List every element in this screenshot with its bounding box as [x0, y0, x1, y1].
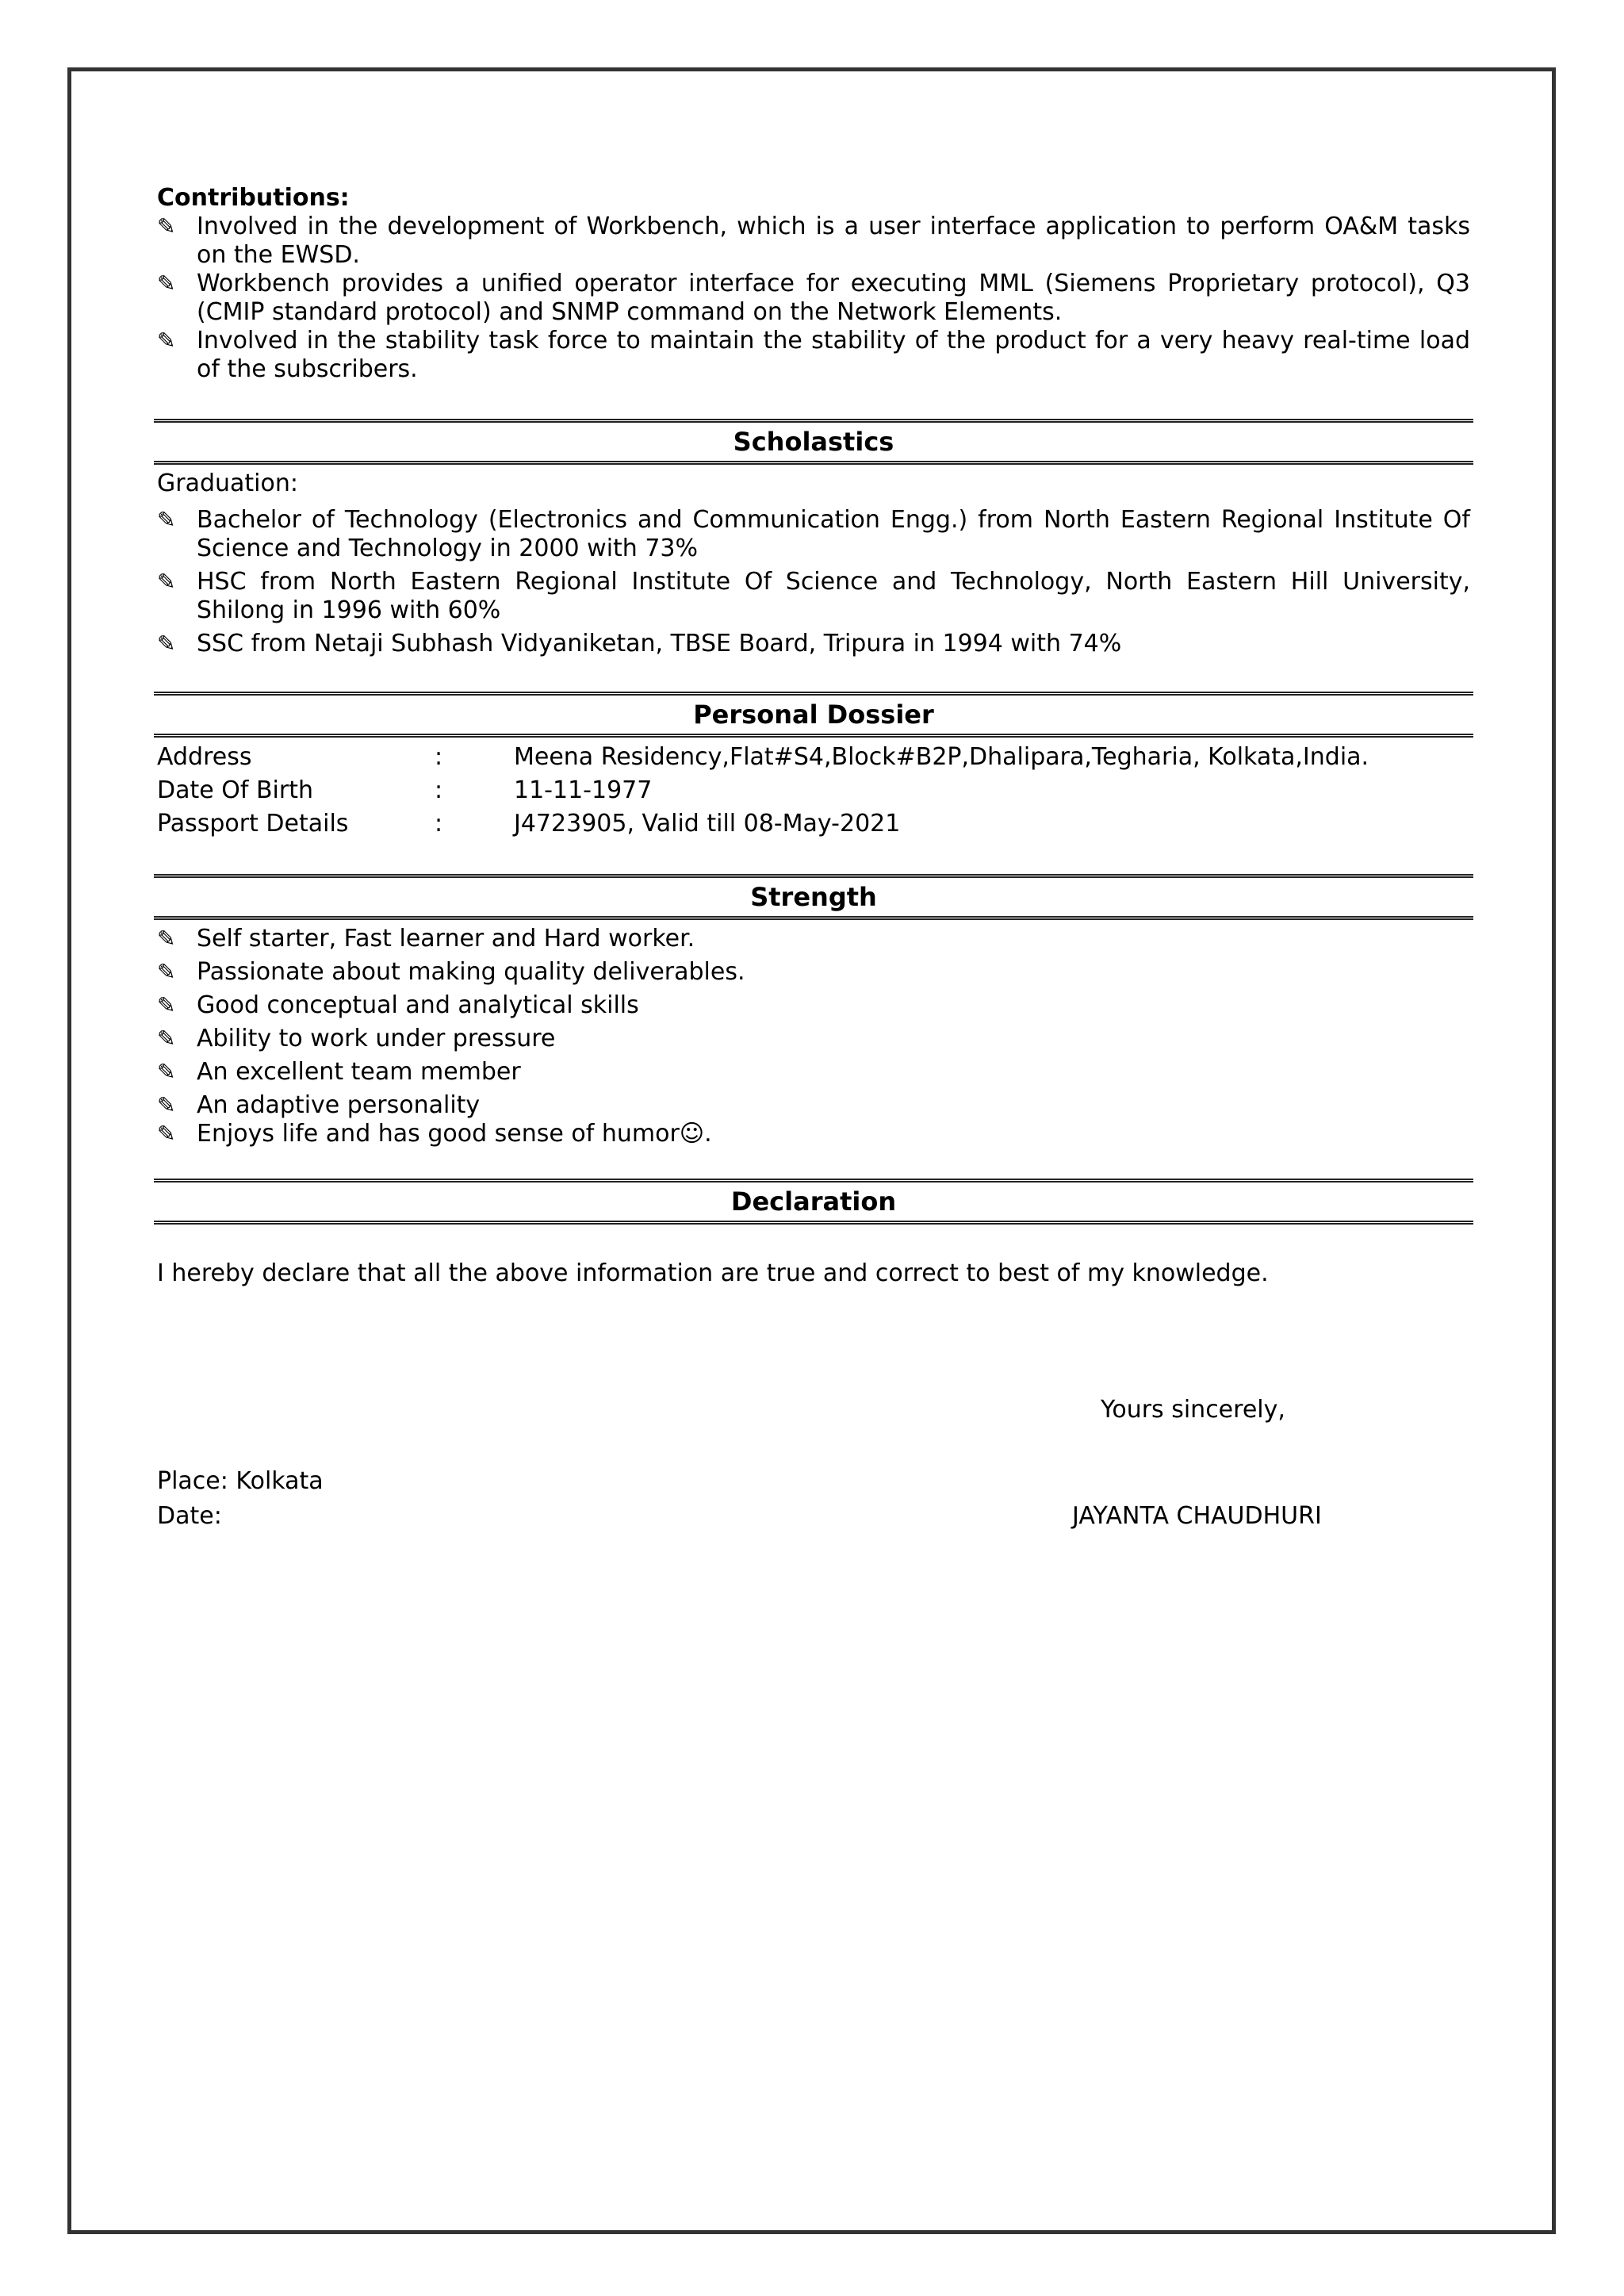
list-item: [157, 270, 1470, 327]
list-item: [157, 630, 1470, 658]
list-item-text: Bachelor of Technology (Electronics and Communication Engg.) from North Eastern Regional Institute Of Science and Technology in 2000 with 73%: [197, 506, 1470, 562]
scholastics-list: [157, 506, 1470, 658]
hand-pointer-icon: ✎: [157, 569, 176, 595]
list-item: [157, 506, 1470, 563]
list-item-text: Enjoys life and has good sense of humor☺.: [197, 1120, 712, 1148]
dossier-colon: :: [435, 776, 443, 804]
hand-pointer-icon: ✎: [157, 1059, 176, 1085]
list-item-text: Involved in the development of Workbench, which is a user interface application to perform OA&M tasks on the EWSD.: [197, 213, 1470, 269]
list-item: [157, 925, 1470, 953]
dossier-label: Address: [157, 743, 252, 771]
section-header-personal-dossier: Personal Dossier: [154, 692, 1473, 738]
dossier-table: [157, 741, 1470, 841]
dossier-value: 11-11-1977: [514, 776, 653, 804]
hand-pointer-icon: ✎: [157, 959, 176, 985]
list-item: [157, 1025, 1470, 1053]
list-item-text: SSC from Netaji Subhash Vidyaniketan, TBSE Board, Tripura in 1994 with 74%: [197, 630, 1122, 657]
place-text: Place: Kolkata: [157, 1467, 324, 1495]
list-item: [157, 1120, 1470, 1148]
dossier-colon: :: [435, 810, 443, 838]
list-item-text: An adaptive personality: [197, 1091, 481, 1119]
contributions-list: [157, 213, 1470, 384]
list-item-text: Ability to work under pressure: [197, 1025, 556, 1052]
contributions-heading: Contributions:: [157, 184, 350, 212]
hand-pointer-icon: ✎: [157, 213, 176, 240]
declaration-text: I hereby declare that all the above information are true and correct to best of my knowledge.: [157, 1259, 1269, 1287]
dossier-colon: :: [435, 743, 443, 771]
hand-pointer-icon: ✎: [157, 270, 176, 297]
list-item: [157, 327, 1470, 384]
list-item: [157, 1091, 1470, 1120]
date-text: Date:: [157, 1502, 222, 1530]
hand-pointer-icon: ✎: [157, 1121, 176, 1147]
hand-pointer-icon: ✎: [157, 507, 176, 533]
list-item: [157, 958, 1470, 987]
dossier-value: Meena Residency,Flat#S4,Block#B2P,Dhalipara,Tegharia, Kolkata,India.: [514, 743, 1369, 771]
list-item: [157, 213, 1470, 270]
hand-pointer-icon: ✎: [157, 926, 176, 952]
hand-pointer-icon: ✎: [157, 328, 176, 354]
strength-list: [157, 925, 1470, 1148]
graduation-label: Graduation:: [157, 470, 298, 497]
hand-pointer-icon: ✎: [157, 992, 176, 1018]
list-item: [157, 568, 1470, 625]
closing-text: Yours sincerely,: [1101, 1396, 1285, 1424]
signer-name: JAYANTA CHAUDHURI: [1072, 1502, 1322, 1530]
table-row: [157, 774, 1470, 807]
section-header-strength: Strength: [154, 874, 1473, 920]
list-item: [157, 1058, 1470, 1087]
table-row: [157, 741, 1470, 774]
list-item: [157, 991, 1470, 1020]
resume-content: [157, 184, 1470, 1288]
list-item-text: Passionate about making quality deliverables.: [197, 958, 745, 986]
dossier-value: J4723905, Valid till 08-May-2021: [514, 810, 901, 838]
dossier-label: Date Of Birth: [157, 776, 313, 804]
list-item-text: Self starter, Fast learner and Hard worker.: [197, 925, 695, 953]
hand-pointer-icon: ✎: [157, 1092, 176, 1118]
table-row: [157, 807, 1470, 841]
list-item-text: Involved in the stability task force to maintain the stability of the product for a very heavy real-time load of the subscribers.: [197, 327, 1470, 383]
dossier-label: Passport Details: [157, 810, 349, 838]
list-item-text: Workbench provides a unified operator interface for executing MML (Siemens Proprietary protocol), Q3 (CMIP standard protocol) and SNMP command on the Network Elements.: [197, 270, 1470, 326]
list-item-text: Good conceptual and analytical skills: [197, 991, 639, 1019]
section-header-declaration: Declaration: [154, 1179, 1473, 1225]
list-item-text: HSC from North Eastern Regional Institute Of Science and Technology, North Eastern Hill University, Shilong in 1996 with 60%: [197, 568, 1470, 624]
section-header-scholastics: Scholastics: [154, 419, 1473, 465]
hand-pointer-icon: ✎: [157, 631, 176, 657]
list-item-text: An excellent team member: [197, 1058, 521, 1086]
hand-pointer-icon: ✎: [157, 1025, 176, 1052]
